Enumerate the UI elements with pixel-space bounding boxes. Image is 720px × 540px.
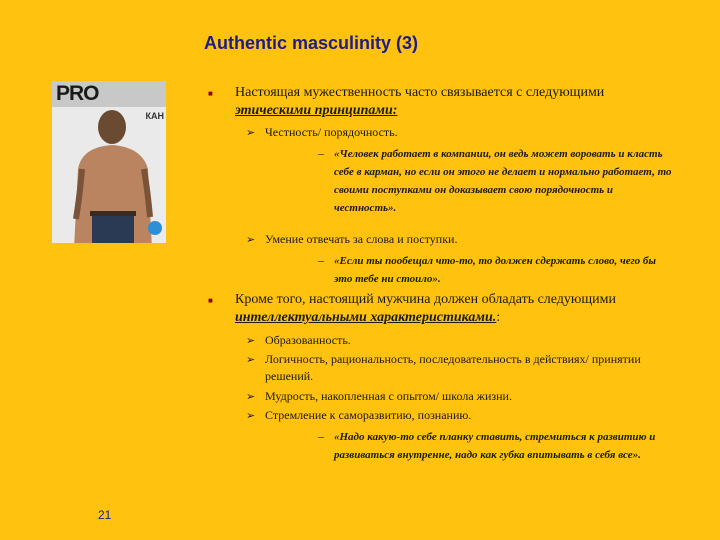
section1-intro-text: Настоящая мужественность часто связывается с следующими — [235, 85, 605, 100]
section2-item-3: Мудрость, накопленная с опытом/ школа жизни. — [265, 389, 512, 403]
section1-item-1-quote: «Человек работает в компании, он ведь может воровать и класть себе в карман, но если он этого не делает и нормально работает, то своими поступками он доказывает свою порядочность и честность». — [334, 148, 672, 214]
arrow-bullet-icon: ➢ — [246, 409, 256, 422]
magazine-logo-icon — [148, 221, 162, 235]
arrow-bullet-icon: ➢ — [246, 390, 256, 403]
dash-bullet: – — [318, 253, 324, 267]
dash-bullet: – — [318, 429, 324, 443]
section1-item-2-quote: «Если ты пообещал что-то, то должен сдержать слово, чего бы это тебе ни стоило». — [334, 255, 657, 285]
slide-title: Authentic masculinity (3) — [204, 33, 419, 53]
section1-intro — [235, 84, 675, 120]
page-number: 21 — [98, 508, 112, 522]
arrow-bullet-icon: ➢ — [246, 353, 256, 366]
magazine-cover-image — [52, 81, 166, 243]
bullet-square-icon: ■ — [208, 89, 213, 98]
dash-bullet: – — [318, 146, 324, 160]
section1-item-2: Умение отвечать за слова и поступки. — [265, 232, 458, 246]
arrow-bullet-icon: ➢ — [246, 233, 256, 246]
section1-item-1: Честность/ порядочность. — [265, 125, 398, 139]
section2-intro-end: : — [496, 310, 501, 325]
magazine-masthead-text: PRO — [56, 82, 99, 105]
magazine-side-text: КАН — [145, 111, 164, 121]
section2-quote: «Надо какую-то себе планку ставить, стремиться к развитию и развиваться внутренне, надо как губка впитывать в себя все». — [334, 431, 656, 461]
section2-item-1: Образованность. — [265, 333, 351, 347]
section1-intro-emphasis: этическими принципами: — [235, 103, 398, 118]
section2-intro-text: Кроме того, настоящий мужчина должен обладать следующими — [235, 292, 617, 307]
arrow-bullet-icon: ➢ — [246, 334, 256, 347]
section2-item-4: Стремление к саморазвитию, познанию. — [265, 408, 472, 422]
bullet-square-icon: ■ — [208, 296, 213, 305]
section2-intro — [235, 291, 655, 327]
section2-intro-emphasis: интеллектуальными характеристиками. — [235, 310, 497, 325]
arrow-bullet-icon: ➢ — [246, 126, 256, 139]
section2-item-2: Логичность, рациональность, последовательность в действиях/ принятии решений. — [265, 352, 641, 383]
